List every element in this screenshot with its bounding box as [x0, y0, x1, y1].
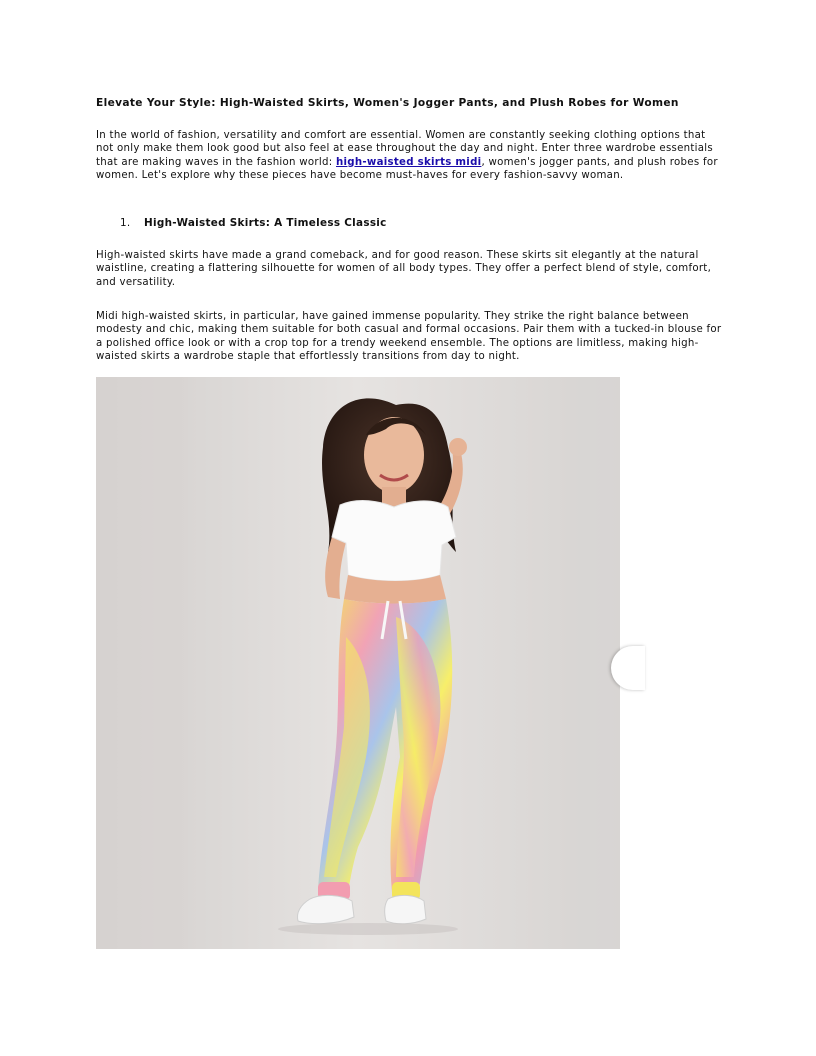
high-waisted-skirts-midi-link[interactable]: high-waisted skirts midi [336, 156, 482, 168]
intro-paragraph [96, 129, 722, 182]
section-heading: High-Waisted Skirts: A Timeless Classic [144, 217, 387, 229]
intro-text-before-link: In the world of fashion, versatility and comfort are essential. Women are constantly seeking clothing options that not only make them look good but also feel at ease throughout the day and night. Enter three wardrobe essentials that are making waves in the fashion world: [96, 130, 714, 168]
paragraph-high-waisted-skirts: High-waisted skirts have made a grand comeback, and for good reason. These skirts sit elegantly at the natural waistline, creating a flattering silhouette for women of all body types. They offer a perfect blend of style, comfort, and versatility. [96, 250, 712, 288]
product-photo-jogger-pants [96, 377, 620, 949]
article-title: Elevate Your Style: High-Waisted Skirts, Women's Jogger Pants, and Plush Robes for Women [96, 97, 679, 109]
intro-text-after-link: , women's jogger pants, and plush robes for women. Let's explore why these pieces have become must-haves for every fashion-savvy woman. [96, 156, 718, 181]
paragraph-midi-skirts: Midi high-waisted skirts, in particular, have gained immense popularity. They strike the right balance between modesty and chic, making them suitable for both casual and formal occasions. Pair them with a tucked-in blouse for a polished office look or with a crop top for a trendy weekend ensemble. The options are limitless, making high-waisted skirts a wardrobe staple that effortlessly transitions from day to night. [96, 311, 722, 362]
list-number: 1. [120, 217, 131, 229]
